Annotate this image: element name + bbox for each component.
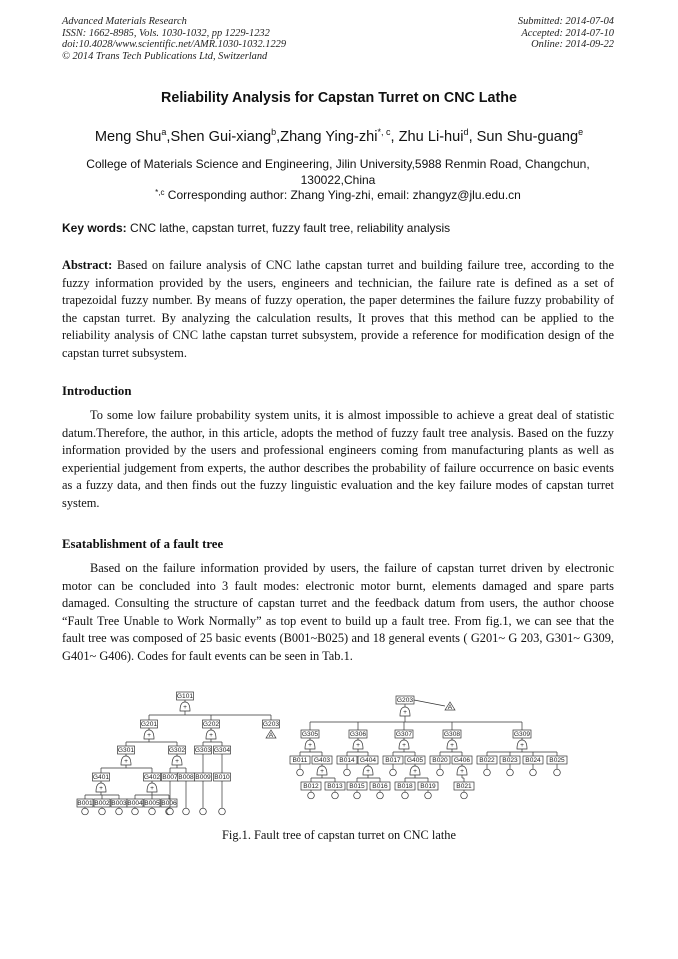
abstract <box>62 257 614 363</box>
gate-symbol: + <box>99 785 103 792</box>
event-label: B021 <box>456 783 472 791</box>
affiliation <box>62 157 614 204</box>
gate-symbol: + <box>150 785 154 792</box>
author-list <box>0 129 678 145</box>
gate-symbol: + <box>520 742 524 749</box>
event-label: B022 <box>479 757 495 765</box>
corresponding-author <box>62 188 614 204</box>
event-label: B019 <box>420 783 436 791</box>
event-label: B010 <box>214 774 230 782</box>
event-label: G101 <box>176 693 194 701</box>
journal-header <box>62 16 286 62</box>
gate-symbol: + <box>403 709 407 716</box>
author-name: Zhang Ying-zhi <box>280 129 378 145</box>
event-label: G301 <box>117 747 135 755</box>
corresponding-mark: *,c <box>155 188 165 197</box>
event-label: B003 <box>111 800 127 808</box>
abstract-label: Abstract: <box>62 258 113 272</box>
event-label: B016 <box>372 783 388 791</box>
gate-symbol: + <box>308 742 312 749</box>
copyright-line: © 2014 Trans Tech Publications Ltd, Switzerland <box>62 50 268 62</box>
basic-event-icon <box>461 792 468 799</box>
event-label: B014 <box>339 757 355 765</box>
basic-event-icon <box>484 769 491 776</box>
event-label: B020 <box>432 757 448 765</box>
gate-symbol: + <box>175 758 179 765</box>
author-separator: , <box>166 129 171 145</box>
basic-event-icon <box>297 769 304 776</box>
online-date: Online: 2014-09-22 <box>531 39 614 51</box>
basic-event-icon <box>167 808 174 815</box>
event-label: G402 <box>143 774 161 782</box>
author-separator: , <box>468 129 477 145</box>
basic-event-icon <box>132 808 139 815</box>
gate-symbol: + <box>124 758 128 765</box>
event-label: G201 <box>140 721 158 729</box>
basic-event-icon <box>402 792 409 799</box>
basic-event-icon <box>200 808 207 815</box>
basic-event-icon <box>332 792 339 799</box>
basic-event-icon <box>219 808 226 815</box>
fault-tree-figure <box>60 684 572 816</box>
event-label: B017 <box>385 757 401 765</box>
gate-symbol: + <box>209 732 213 739</box>
author-mark: b <box>271 127 277 137</box>
event-label: B025 <box>549 757 565 765</box>
transfer-label: A <box>268 732 274 739</box>
event-label: B018 <box>397 783 413 791</box>
keywords <box>62 221 614 235</box>
event-label: G401 <box>92 774 110 782</box>
basic-event-icon <box>554 769 561 776</box>
event-label: G309 <box>513 731 531 739</box>
introduction-heading: Introduction <box>62 384 132 398</box>
establishment-heading: Esatablishment of a fault tree <box>62 537 224 551</box>
introduction-paragraph: To some low failure probability system units, it is almost impossible to achieve a great deal of statistic datum.Therefore, the author, in this article, adopts the method of fuzzy fault tree analysis. Based on the fuzzy information provided by the users and professional engineers coming from manufacturing plants as well as experiential judgement from experts, the author describes the probability of failure occurrence on basic events as a fuzzy data, and then finds out the fuzzy linguistic evaluation and the key failure modes of capstan turret system. <box>62 408 614 510</box>
corresponding-text: Corresponding author: Zhang Ying-zhi, email: zhangyz@jlu.edu.cn <box>164 188 521 202</box>
event-label: B001 <box>77 800 93 808</box>
basic-event-icon <box>149 808 156 815</box>
event-label: B011 <box>292 757 308 765</box>
event-label: G302 <box>168 747 186 755</box>
issn-line: ISSN: 1662-8985, Vols. 1030-1032, pp 1229-1232 <box>62 27 270 39</box>
event-label: B006 <box>161 800 177 808</box>
gate-symbol: + <box>366 768 370 775</box>
basic-event-icon <box>437 769 444 776</box>
paper-title: Reliability Analysis for Capstan Turret on CNC Lathe <box>161 90 517 106</box>
event-label: B024 <box>525 757 541 765</box>
event-label: B009 <box>195 774 211 782</box>
gate-symbol: + <box>183 704 187 711</box>
submitted-date: Submitted: 2014-07-04 <box>517 16 614 27</box>
event-label: G308 <box>443 731 461 739</box>
gate-symbol: + <box>147 732 151 739</box>
doi-line: doi:10.4028/www.scientific.net/AMR.1030-1032.1229 <box>62 39 287 51</box>
author-name: Zhu Li-hui <box>398 129 464 145</box>
event-label: G406 <box>453 757 471 765</box>
tree-connector <box>414 700 445 706</box>
author-mark: a <box>161 127 167 137</box>
author-separator: , <box>390 129 399 145</box>
event-label: G203 <box>262 721 280 729</box>
event-label: G203 <box>396 697 414 705</box>
event-label: G303 <box>194 747 212 755</box>
basic-event-icon <box>344 769 351 776</box>
basic-event-icon <box>116 808 123 815</box>
basic-event-icon <box>308 792 315 799</box>
basic-event-icon <box>507 769 514 776</box>
establishment-paragraph: Based on the failure information provided by users, the failure of capstan turret driven by electronic motor can be concluded into 3 fault modes: electronic motor burnt, elements damaged and spare parts damaged. Consulting the structure of capstan turret and the feedback datum from users, the author choose “Fault Tree Unable to Work Normally” as top event to build up a fault tree. From fig.1, we can see that the fault tree was composed of 25 basic events (B001~B025) and 18 general events ( G201~ G 203, G301~ G309, G401~ G406). Codes for fault events can be seen in Tab.1. <box>62 561 614 663</box>
basic-event-icon <box>354 792 361 799</box>
basic-event-icon <box>99 808 106 815</box>
dates-header <box>518 16 614 51</box>
basic-event-icon <box>377 792 384 799</box>
author-name: Shen Gui-xiang <box>170 129 272 145</box>
basic-event-icon <box>390 769 397 776</box>
event-label: B015 <box>349 783 365 791</box>
event-label: B008 <box>178 774 194 782</box>
author-separator: , <box>276 129 281 145</box>
event-label: B004 <box>127 800 143 808</box>
event-label: B012 <box>303 783 319 791</box>
journal-name: Advanced Materials Research <box>62 16 187 27</box>
affiliation-line: 130022,China <box>300 172 376 187</box>
gate-symbol: + <box>356 742 360 749</box>
basic-event-icon <box>82 808 89 815</box>
author-mark: d <box>463 127 469 137</box>
gate-symbol: + <box>413 768 417 775</box>
event-label: G305 <box>301 731 319 739</box>
gate-symbol: + <box>460 768 464 775</box>
event-label: G405 <box>406 757 424 765</box>
accepted-date: Accepted: 2014-07-10 <box>521 27 614 39</box>
transfer-label: A <box>447 704 453 711</box>
gate-symbol: + <box>402 742 406 749</box>
author-name: Meng Shu <box>94 129 162 145</box>
basic-event-icon <box>530 769 537 776</box>
author-mark: e <box>578 127 584 137</box>
event-label: B005 <box>144 800 160 808</box>
figure-caption: Fig.1. Fault tree of capstan turret on CNC lathe <box>222 828 456 842</box>
event-label: B013 <box>327 783 343 791</box>
keywords-text: CNC lathe, capstan turret, fuzzy fault tree, reliability analysis <box>126 221 451 235</box>
event-label: B002 <box>94 800 110 808</box>
event-label: G307 <box>395 731 413 739</box>
gate-symbol: + <box>450 742 454 749</box>
affiliation-line: College of Materials Science and Engineering, Jilin University,5988 Renmin Road, Changchun, <box>86 157 590 171</box>
event-label: G403 <box>313 757 331 765</box>
event-label: B007 <box>162 774 178 782</box>
event-label: B023 <box>502 757 518 765</box>
abstract-text: Based on failure analysis of CNC lathe capstan turret and building failure tree, according to the fuzzy information provided by the users, engineers and technician, the failure rate is defined as a set of trapezoidal fuzzy number. By means of fuzzy operation, the paper determines the failure fuzzy probability of the capstan turret. By analyzing the calculation results, It proves that this method can be applied to the reliability analysis of CNC lathe capstan turret subsystem, provide a reference for modification design of the capstan turret subsystem. <box>62 258 614 360</box>
basic-event-icon <box>425 792 432 799</box>
event-label: G202 <box>202 721 220 729</box>
event-label: G306 <box>349 731 367 739</box>
keywords-label: Key words: <box>62 221 127 235</box>
gate-symbol: + <box>320 768 324 775</box>
basic-event-icon <box>183 808 190 815</box>
author-name: Sun Shu-guang <box>476 129 579 145</box>
author-mark: *, c <box>377 127 391 137</box>
event-label: G404 <box>359 757 377 765</box>
event-label: G304 <box>213 747 231 755</box>
